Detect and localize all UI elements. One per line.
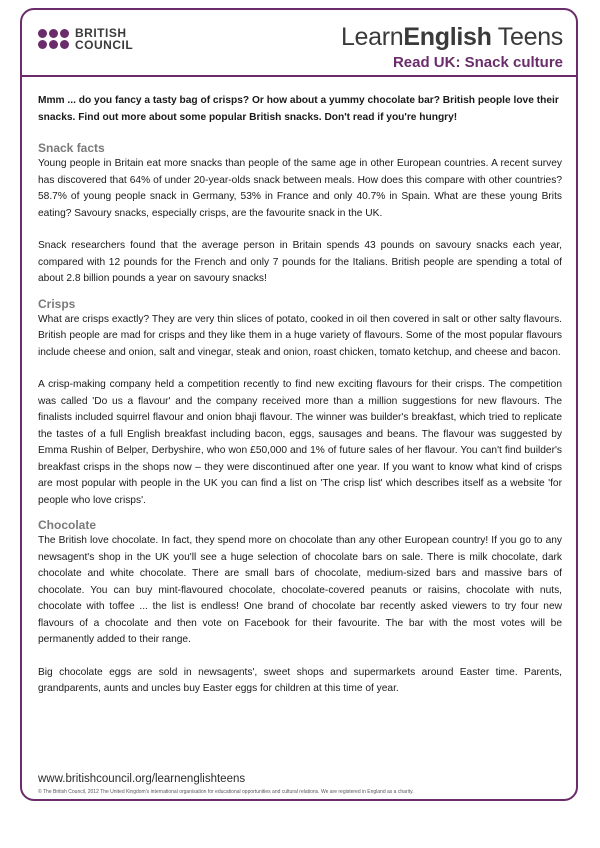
section-heading-crisps: Crisps [38,296,76,311]
paragraph: What are crisps exactly? They are very thin slices of potato, cooked in oil then covered in salt or other salty flavours. British people are mad for crisps and they like them in a huge variety of flavours. Some of the most popular flavours include cheese and onion, salt and vinegar, steak and onion, roast chicken, tomato ketchup, and cheese and bacon. [38,313,562,358]
footer-copyright: © The British Council, 2012 The United Kingdom's international organisation for educational opportunities and cultural relations. We are registered in England as a charity. [38,789,414,795]
article-body [38,92,562,714]
header-divider [22,75,578,77]
logo-line-1: BRITISH [75,26,127,40]
page-title: Read UK: Snack culture [392,54,563,71]
intro-paragraph: Mmm ... do you fancy a tasty bag of crisps? Or how about a yummy chocolate bar? British people love their snacks. Find out more about some popular British snacks. Don't read if you're hungry! [38,95,559,123]
paragraph: The British love chocolate. In fact, they spend more on chocolate than any other European country! If you go to any newsagent's shop in the UK you'll see a huge selection of chocolate bars on sale. There is milk chocolate, dark chocolate and white chocolate. There are small bars of chocolate, medium-sized bars and massive bars of chocolate. You can buy mint-flavoured chocolate, chocolate-covered peanuts or raisins, chocolate with nuts, chocolate with toffee ... the list is endless! One brand of chocolate bar recently asked viewers to try four new flavours of a chocolate and then vote on Facebook for their favourite. The bar with the most votes will be permanently added to their range. [38,535,562,645]
paragraph: Young people in Britain eat more snacks than people of the same age in other European countries. A recent survey has discovered that 64% of under 20-year-olds snack between meals. How does this compare with other countries? 58.7% of young people snack in Germany, 53% in France and only 40.7% in Spain. What are these young Brits eating? Savoury snacks, especially crisps, are the favourite snack in the UK. [38,158,562,219]
brand-header [341,22,563,71]
footer-url[interactable]: www.britishcouncil.org/learnenglishteens [38,773,246,785]
logo-dots-icon [38,29,69,49]
section-heading-snack-facts: Snack facts [38,141,105,155]
logo-line-2: COUNCIL [75,38,134,52]
section-heading-chocolate: Chocolate [38,518,97,532]
paragraph: Big chocolate eggs are sold in newsagents', sweet shops and supermarkets around Easter time. Parents, grandparents, aunts and uncles buy Easter eggs for children at this time of year. [38,666,562,694]
british-council-logo [38,27,133,51]
paragraph: Snack researchers found that the average person in Britain spends 43 pounds on savoury snacks each year, compared with 12 pounds for the French and only 7 pounds for the Italians. British people are spending a total of about 2.8 billion pounds a year on savoury snacks! [38,240,562,284]
learnenglish-teens-wordmark: LearnEnglish Teens [340,23,563,51]
paragraph: A crisp-making company held a competition recently to find new exciting flavours for their crisps. The competition was called 'Do us a flavour' and the company received more than a million suggestions for new flavours. The finalists included squirrel flavour and onion bhaji flavour. The winner was builder's breakfast, which tried to replicate the tastes of a full English breakfast including bacon, eggs, sausages and beans. The flavour was suggested by Emma Rushin of Belper, Derbyshire, who won £50,000 and 1% of future sales of her flavour. You can't find builder's breakfast crisps in the shops now – they were discontinued after one year. If you want to know what kind of crisps are most popular with people in the UK you can find a list on 'The crisp list' which describes itself as a website 'for people who love crisps'. [38,379,562,506]
